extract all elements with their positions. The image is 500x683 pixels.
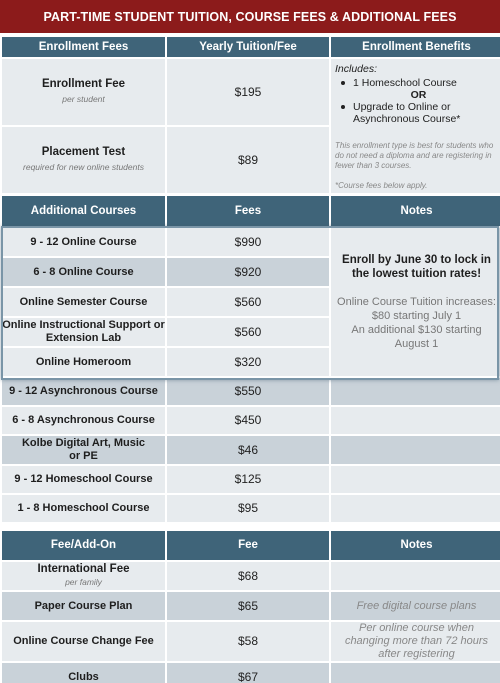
list-item [339,77,498,89]
table-row [2,228,500,256]
table-row [2,407,500,434]
fee-price: $195 [167,59,329,125]
additional-courses-table [0,194,500,524]
enroll-deadline-note: Enroll by June 30 to lock in the lowest tuition rates! [342,254,491,280]
benefit-text: 1 Homeschool Course [353,77,457,89]
notes-empty [331,436,500,464]
course-name: 9 - 12 Online Course [2,228,165,256]
course-name: Online Semester Course [2,288,165,316]
benefits-includes-label: Includes: [335,63,378,75]
course-name: 6 - 8 Asynchronous Course [2,407,165,434]
course-name: Online Homeroom [2,348,165,376]
table-row [2,562,500,590]
fee-name: Enrollment Fee [41,78,126,90]
course-price: $550 [167,378,329,405]
enrollment-fees-table [0,35,500,195]
additional-courses-header: Additional Courses [2,196,165,226]
notes-empty [331,407,500,434]
course-price: $125 [167,466,329,493]
fee-add-on-header: Fee/Add-On [2,531,165,560]
list-item [339,89,498,101]
fee-price: $58 [167,622,329,661]
fee-qualifier: per student [62,94,105,104]
tuition-notes-cell [331,228,500,376]
fee-name: International Fee [37,563,130,575]
increase-line: An additional $130 starting August 1 [351,324,482,350]
course-price: $450 [167,407,329,434]
course-name: 9 - 12 Asynchronous Course [2,378,165,405]
fee-header: Fee [167,531,329,560]
fee-name-cell [2,127,165,193]
table-row [2,622,500,661]
course-price: $920 [167,258,329,286]
table-row [2,466,500,493]
fee-price: $67 [167,663,329,683]
fee-price: $68 [167,562,329,590]
fee-qualifier: per family [65,577,102,587]
benefit-text: Upgrade to Online or Asynchronous Course* [353,101,461,125]
enrollment-benefits-cell [331,59,500,193]
notes-header: Notes [331,196,500,226]
fee-note: Free digital course plans [331,592,500,620]
fee-note [331,663,500,683]
fee-name: Paper Course Plan [2,592,165,620]
table-row [2,663,500,683]
table-row [2,59,500,125]
fee-name-cell [2,59,165,125]
course-price: $990 [167,228,329,256]
course-name: 1 - 8 Homeschool Course [2,495,165,522]
course-price: $46 [167,436,329,464]
course-name: Online Instructional Support or Extension Lab [2,319,165,344]
enrollment-fees-header: Enrollment Fees [2,37,165,57]
fee-qualifier: required for new online students [23,162,144,172]
course-price: $95 [167,495,329,522]
fees-header: Fees [167,196,329,226]
fee-name: Placement Test [41,146,126,158]
enrollment-benefits-header: Enrollment Benefits [331,37,500,57]
fee-name-cell [2,562,165,590]
notes-empty [331,466,500,493]
fee-price: $89 [167,127,329,193]
add-on-fees-table [0,529,500,683]
table-row [2,436,500,464]
benefit-or: OR [410,89,427,101]
table-row [2,378,500,405]
table-row [2,495,500,522]
benefits-list [339,77,498,125]
increase-line: Online Course Tuition increases: [337,296,496,308]
increase-line: $80 starting July 1 [371,310,462,322]
course-name: 9 - 12 Homeschool Course [2,466,165,493]
bullet-icon [341,105,345,109]
bullet-icon [341,81,345,85]
course-price: $560 [167,318,329,346]
benefits-footnote: *Course fees below apply. [335,181,428,190]
fee-note: Per online course when changing more than 72 hours after registering [331,622,500,661]
fee-price: $65 [167,592,329,620]
page-title: PART-TIME STUDENT TUITION, COURSE FEES & ADDITIONAL FEES [0,0,500,33]
notes-empty [331,378,500,405]
notes-header: Notes [331,531,500,560]
fee-name: Clubs [2,663,165,683]
yearly-tuition-header: Yearly Tuition/Fee [167,37,329,57]
list-item [339,101,498,125]
course-name: Kolbe Digital Art, Music or PE [2,436,165,464]
notes-empty [331,495,500,522]
fee-note [331,562,500,590]
tuition-increase-note [337,295,496,351]
benefits-note: This enrollment type is best for students who do not need a diploma and are registering in fewer than 3 courses. [335,141,494,170]
course-price: $320 [167,348,329,376]
course-name: 6 - 8 Online Course [2,258,165,286]
course-price: $560 [167,288,329,316]
fee-name: Online Course Change Fee [2,622,165,661]
table-row [2,592,500,620]
